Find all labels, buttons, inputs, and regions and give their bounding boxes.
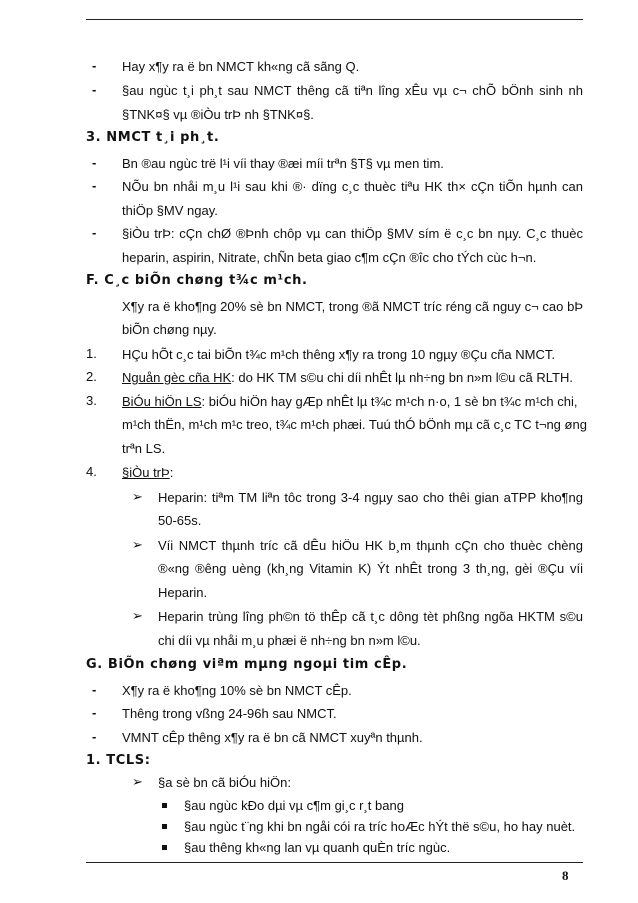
list-item [122,369,573,386]
underlined-term: Nguån gèc cña HK [122,370,232,386]
list-item: Víi NMCT thµnh tríc cã dÊu hiÖu HK b¸m thµnh cÇn cho thuèc chèng [158,537,583,553]
list-item: Thêng trong vßng 24-96h sau NMCT. [122,706,337,722]
header-rule [86,19,583,20]
list-item-cont: m¹ch thËn, m¹ch m¹c treo, t¾c m¹ch phæi. Tuú thÓ bÖnh mµ cã c¸c TC t¬ng øng [122,417,587,433]
list-item-text: : biÓu hiÖn hay gÆp nhÊt lµ t¾c m¹ch n·o, 1 sè bn t¾c m¹ch chi, [201,393,578,409]
list-item [122,393,577,410]
dash-bullet: - [92,58,97,73]
arrow-bullet-icon: ➢ [132,774,143,790]
list-number: 1. [86,345,97,361]
square-bullet-icon [162,803,167,808]
dash-bullet: - [92,681,97,697]
dash-bullet: - [92,705,97,721]
footer-rule [86,862,583,863]
dash-bullet: - [92,178,97,194]
arrow-bullet-icon: ➢ [132,608,143,624]
list-number: 2. [86,369,97,385]
square-bullet-icon [162,845,167,850]
list-item-cont: thiÖp §MV ngay. [122,202,218,218]
list-item: §au ngùc t¨ng khi bn ngåi cói ra tríc hoÆc hÝt thë s©u, ho hay nuèt. [184,819,576,835]
list-item-text: : do HK TM s©u chi díi nhÊt lµ nh÷ng bn n»m l©u cã RLTH. [231,370,573,386]
list-number: 4. [86,464,97,480]
list-item-cont: 50-65s. [158,513,202,529]
paragraph: X¶y ra ë kho¶ng 20% sè bn NMCT, trong ®ã NMCT tríc réng cã nguy c¬ cao bÞ [122,298,583,314]
list-item: Heparin: tiªm TM liªn tôc trong 3-4 ngµy sao cho thêi gian aTPP kho¶ng [158,489,583,505]
list-number: 3. [86,392,97,408]
list-item-cont: heparin, aspirin, Nitrate, chÑn beta giao c¶m cÇn ®îc cho tÝch cùc h¬n. [122,249,537,265]
square-bullet-icon [162,824,167,829]
list-item: VMNT cÊp thêng x¶y ra ë bn cã NMCT xuyªn thµnh. [122,729,423,745]
paragraph: biÕn chøng nµy. [122,322,217,338]
list-item: Heparin trùng lîng ph©n tö thÊp cã t¸c dông tèt phßng ngõa HKTM s©u [158,609,583,625]
arrow-bullet-icon: ➢ [132,536,143,552]
dash-bullet: - [92,154,97,170]
dash-bullet: - [92,225,97,241]
list-item-cont: §TNK¤§ vµ ®iÒu trÞ nh §TNK¤§. [122,106,314,122]
page-number: 8 [562,868,569,883]
list-item: §au ngùc t¸i ph¸t sau NMCT thêng cã tiªn lîng xÊu vµ c¬ chÕ bÖnh sinh nh [122,83,583,99]
list-item: §a sè bn cã biÓu hiÖn: [158,775,291,791]
list-item: HÇu hÕt c¸c tai biÕn t¾c m¹ch thêng x¶y ra trong 10 ngµy ®Çu cña NMCT. [122,346,555,362]
section-heading: 1. TCLS: [86,753,151,769]
list-item: NÕu bn nhåi m¸u l¹i sau khi ®· dïng c¸c thuèc tiªu HK th× cÇn tiÕn hµnh can [122,179,583,195]
underlined-term: BiÓu hiÖn LS [122,393,202,409]
dash-bullet: - [92,728,97,744]
list-item [122,464,173,481]
list-item: X¶y ra ë kho¶ng 10% sè bn NMCT cÊp. [122,682,352,698]
arrow-bullet-icon: ➢ [132,488,143,504]
section-heading: G. BiÕn chøng viªm mµng ngoµi tim cÊp. [86,657,408,673]
section-heading: F. C¸c biÕn chøng t¾c m¹ch. [86,273,308,289]
dash-bullet: - [92,82,97,98]
underlined-term: §iÒu trÞ [122,465,170,481]
list-item: §au thêng kh«ng lan vµ quanh quÈn tríc ngùc. [184,840,451,856]
list-item-cont: chi díi vµ nhåi m¸u phæi ë nh÷ng bn n»m l©u. [158,632,421,648]
list-item: §au ngùc kÐo dµi vµ c¶m gi¸c r¸t bang [184,798,404,814]
list-item: §iÒu trÞ: cÇn chØ ®Þnh chôp vµ can thiÖp §MV sím ë c¸c bn nµy. C¸c thuèc [122,226,583,242]
list-item-cont: trªn LS. [122,440,166,456]
list-item-cont: ®«ng ®êng uèng (kh¸ng Vitamin K) Ýt nhÊt trong 3 th¸ng, gèi ®Çu víi [158,561,583,577]
section-heading: 3. NMCT t¸i ph¸t. [86,130,220,146]
list-item: Hay x¶y ra ë bn NMCT kh«ng cã sãng Q. [122,59,360,74]
list-item: Bn ®au ngùc trë l¹i víi thay ®æi míi trªn §T§ vµ men tim. [122,155,444,171]
list-item-cont: Heparin. [158,584,208,600]
list-item-text: : [169,465,174,481]
